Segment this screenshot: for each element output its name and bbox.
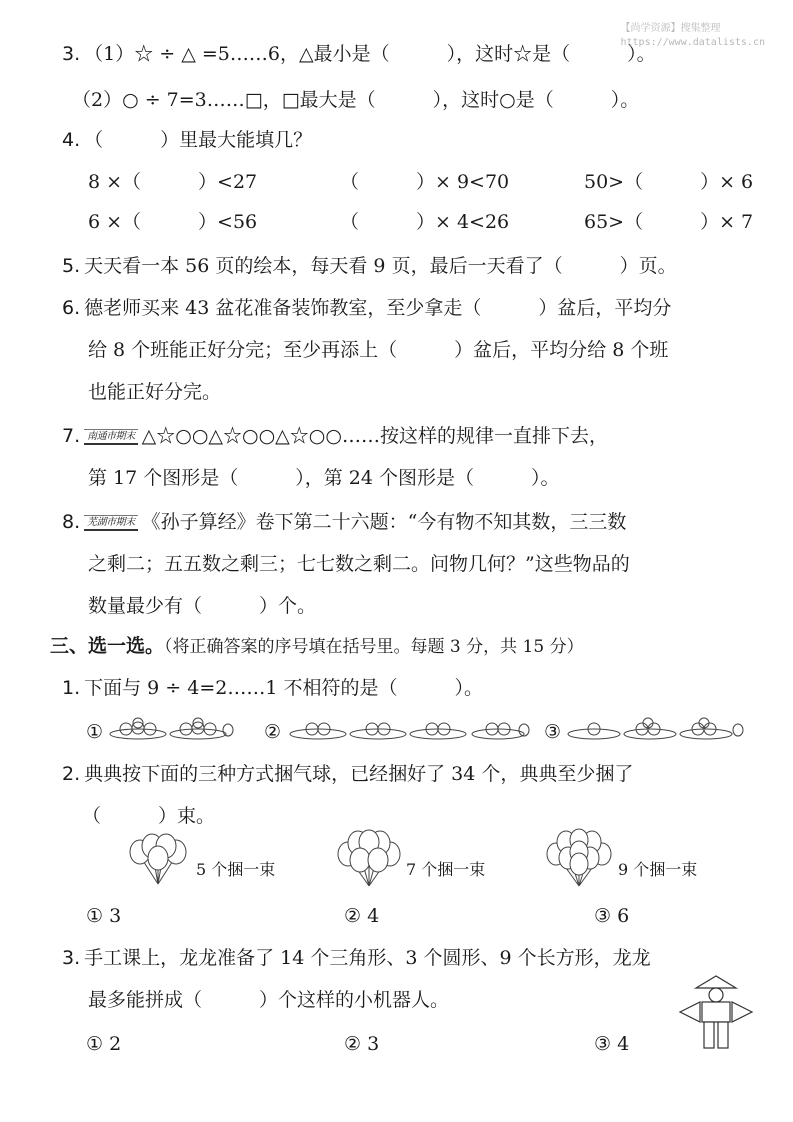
q4-r1c3: 50>（ ）× 6	[584, 171, 754, 193]
balloon-bunch-5-icon	[126, 832, 190, 890]
q8-line3: 数量最少有（ ）个。	[88, 595, 317, 617]
q8-line2: 之剩二；五五数之剩三；七七数之剩二。问物几何？”这些物品的	[88, 553, 630, 575]
balloon-bunch-7-icon	[336, 830, 402, 890]
s2-line1: 2. 典典按下面的三种方式捆气球，已经捆好了 34 个，典典至少捆了	[62, 763, 634, 785]
q4-r2c3: 65>（ ）× 7	[584, 211, 754, 233]
q4-r2c1: 6 ×（ ）<56	[88, 211, 258, 233]
s3-option-1: ① 2	[86, 1033, 122, 1055]
s1-option-1: ①	[86, 721, 104, 743]
balloon-bunch-9-icon	[546, 830, 612, 890]
q8-line1: 8. 芜湖市期末 《孙子算经》卷下第二十六题：“今有物不知其数，三三数	[62, 511, 627, 533]
s1-text: 1. 下面与 9 ÷ 4=2……1 不相符的是（ ）。	[62, 677, 483, 699]
s2-caption-2: 7 个捆一束	[406, 860, 486, 879]
s2-line2: （ ）束。	[82, 805, 216, 827]
q4-r1c2: （ ）× 9<70	[340, 171, 510, 193]
s2-option-1: ① 3	[86, 905, 122, 927]
q4-r1c1: 8 ×（ ）<27	[88, 171, 258, 193]
s1-option-2: ②	[264, 721, 282, 743]
s3-line1: 3. 手工课上，龙龙准备了 14 个三角形、3 个圆形、9 个长方形，龙龙	[62, 947, 651, 969]
section3-header: 三、选一选。（将正确答案的序号填在括号里。每题 3 分，共 15 分）	[50, 635, 584, 657]
q5: 5. 天天看一本 56 页的绘本，每天看 9 页，最后一天看了（ ）页。	[62, 255, 677, 277]
q6-line1: 6. 德老师买来 43 盆花准备装饰教室，至少拿走（ ）盆后，平均分	[62, 297, 672, 319]
q7-line2: 第 17 个图形是（ ），第 24 个图形是（ ）。	[88, 467, 560, 489]
q3-line2: （2）○ ÷ 7=3……□，□最大是（ ），这时○是（ ）。	[72, 89, 640, 111]
s2-caption-1: 5 个捆一束	[196, 860, 276, 879]
s2-option-2: ② 4	[344, 905, 380, 927]
q4-title: 4. （ ）里最大能填几？	[62, 129, 313, 151]
strawberry-plates-image-3	[566, 716, 746, 742]
s3-line2: 最多能拼成（ ）个这样的小机器人。	[88, 989, 450, 1011]
strawberry-plates-image-2	[288, 716, 528, 742]
q3-line1: 3. （1）☆ ÷ △ =5……6，△最小是（ ），这时☆是（ ）。	[62, 43, 656, 65]
s3-option-3: ③ 4	[594, 1033, 630, 1055]
s1-option-3: ③	[544, 721, 562, 743]
q6-line2: 给 8 个班能正好分完；至少再添上（ ）盆后，平均分给 8 个班	[88, 339, 669, 361]
strawberry-plates-image-1	[108, 716, 238, 742]
q8-source-tag: 芜湖市期末	[84, 515, 138, 531]
robot-shapes-icon	[678, 974, 754, 1052]
s2-option-3: ③ 6	[594, 905, 630, 927]
q7-source-tag: 南通市期末	[84, 429, 138, 445]
q4-r2c2: （ ）× 4<26	[340, 211, 510, 233]
s3-option-2: ② 3	[344, 1033, 380, 1055]
s2-caption-3: 9 个捆一束	[618, 860, 698, 879]
q6-line3: 也能正好分完。	[88, 381, 222, 403]
q7-line1: 7. 南通市期末 △☆○○△☆○○△☆○○……按这样的规律一直排下去，	[62, 425, 608, 447]
watermark: 【尚学资源】搜集整理 https://www.datalists.cn	[620, 23, 765, 48]
